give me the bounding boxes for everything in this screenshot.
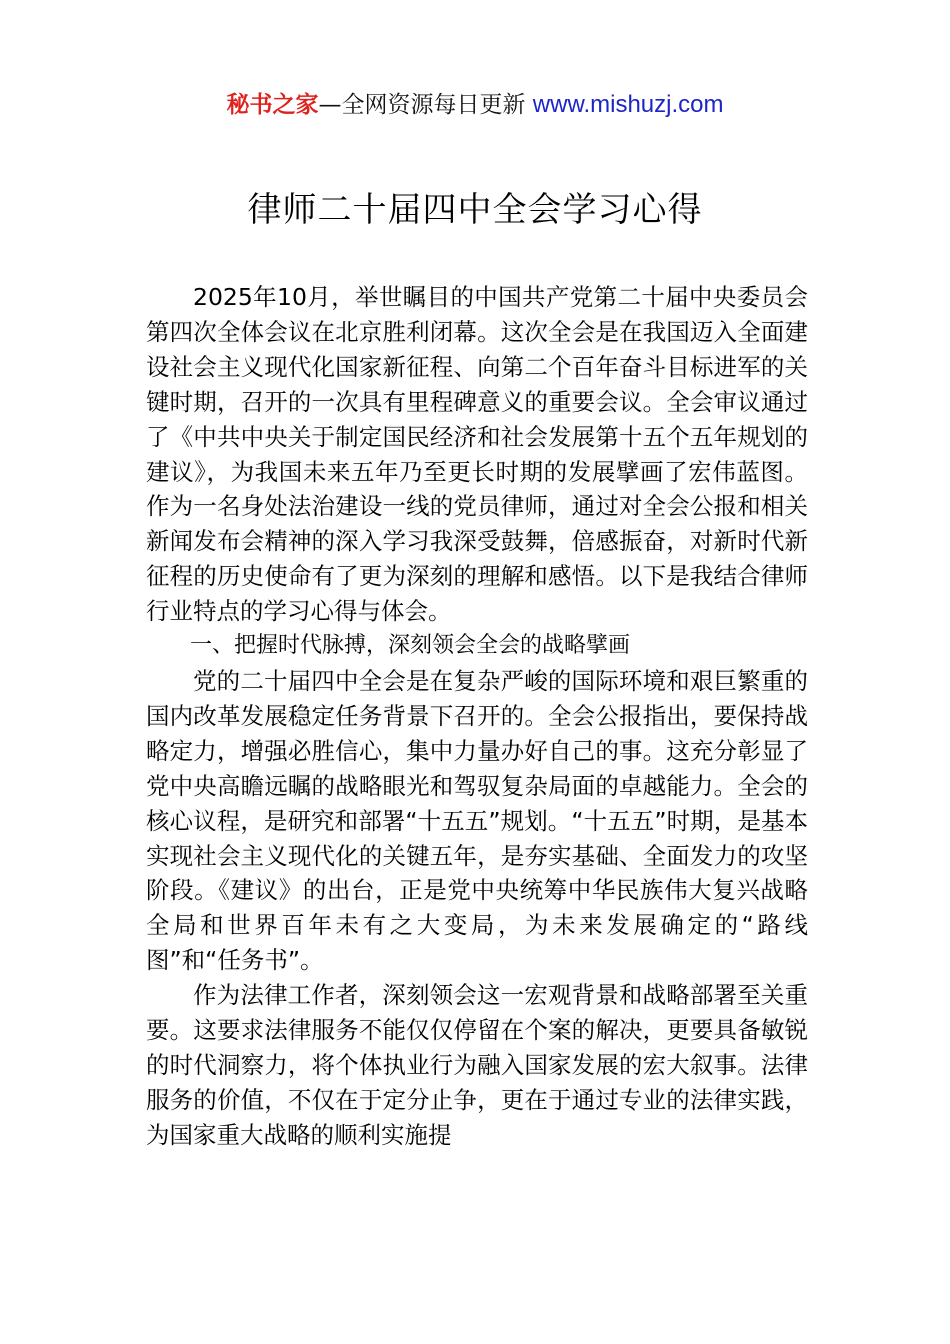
document-title: 律师二十届四中全会学习心得 [247, 190, 703, 230]
site-header [0, 88, 950, 122]
site-brand: 秘书之家 [226, 92, 319, 118]
site-url-link[interactable]: www.mishuzj.com [532, 91, 724, 118]
section-heading-1: 一、把握时代脉搏，深刻领会全会的战略擘画 [190, 633, 631, 659]
paragraph-lawyer-role: 作为法律工作者，深刻领会这一宏观背景和战略部署至关重要。这要求法律服务不能仅仅停留在个案的解决，更要具备敏锐的时代洞察力，将个体执业行为融入国家发展的宏大叙事。法律服务的价值，不仅在于定分止争，更在于通过专业的法律实践，为国家重大战略的顺利实施提 [146, 981, 808, 1149]
paragraph-background: 党的二十届四中全会是在复杂严峻的国际环境和艰巨繁重的国内改革发展稳定任务背景下召开的。全会公报指出，要保持战略定力，增强必胜信心，集中力量办好自己的事。这充分彰显了党中央高瞻远瞩的战略眼光和驾驭复杂局面的卓越能力。全会的核心议程，是研究和部署“十五五”规划。“十五五”时期，是基本实现社会主义现代化的关键五年，是夯实基础、全面发力的攻坚阶段。《建议》的出台，正是党中央统筹中华民族伟大复兴战略全局和世界百年未有之大变局，为未来发展确定的“路线图”和“任务书”。 [146, 666, 808, 975]
document-body [146, 280, 808, 1153]
site-tagline: —全网资源每日更新 [318, 92, 526, 118]
paragraph-intro: 2025年10月，举世瞩目的中国共产党第二十届中央委员会第四次全体会议在北京胜利闭幕。这次全会是在我国迈入全面建设社会主义现代化国家新征程、向第二个百年奋斗目标进军的关键时期，召开的一次具有里程碑意义的重要会议。全会审议通过了《中共中央关于制定国民经济和社会发展第十五个五年规划的建议》，为我国未来五年乃至更长时期的发展擘画了宏伟蓝图。作为一名身处法治建设一线的党员律师，通过对全会公报和相关新闻发布会精神的深入学习我深受鼓舞，倍感振奋，对新时代新征程的历史使命有了更为深刻的理解和感悟。以下是我结合律师行业特点的学习心得与体会。 [146, 283, 808, 626]
